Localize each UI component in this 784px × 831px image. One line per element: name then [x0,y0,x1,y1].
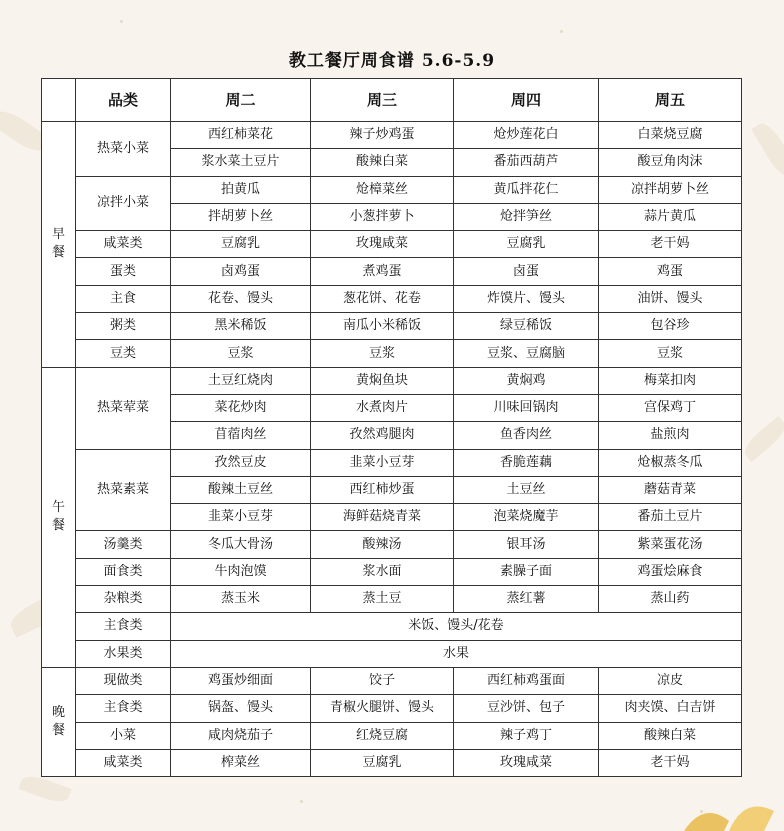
category-cell: 现做类 [76,667,171,694]
dish-cell: 酸辣白菜 [599,722,742,749]
dish-cell: 豆腐乳 [311,749,454,776]
dish-cell: 豆腐乳 [454,231,599,258]
dish-cell: 菜花炒肉 [171,394,311,421]
dish-cell: 水煮肉片 [311,394,454,421]
dish-cell: 蘑菇青菜 [599,476,742,503]
table-row [42,749,742,776]
dish-cell: 玫瑰咸菜 [311,231,454,258]
dish-cell: 炝拌笋丝 [454,203,599,230]
table-row [42,695,742,722]
dish-cell: 葱花饼、花卷 [311,285,454,312]
menu-body [42,122,742,777]
dish-cell: 酸辣汤 [311,531,454,558]
dish-cell: 豆浆 [599,340,742,367]
dish-cell: 豆浆 [171,340,311,367]
dish-cell: 鱼香肉丝 [454,422,599,449]
table-row [42,367,742,394]
header-category: 品类 [76,79,171,122]
dish-cell: 肉夹馍、白吉饼 [599,695,742,722]
dish-cell: 宫保鸡丁 [599,394,742,421]
gold-leaf-decoration [674,791,784,831]
category-cell: 水果类 [76,640,171,667]
dish-cell: 包谷珍 [599,313,742,340]
dish-cell: 蒸山药 [599,586,742,613]
dish-cell: 辣子鸡丁 [454,722,599,749]
page-title: 教工餐厅周食谱 5.6-5.9 [288,51,496,71]
header-day: 周五 [599,79,742,122]
dish-cell: 油饼、馒头 [599,285,742,312]
dish-cell: 红烧豆腐 [311,722,454,749]
dish-cell: 豆浆、豆腐脑 [454,340,599,367]
dish-cell: 白菜烧豆腐 [599,122,742,149]
dish-cell: 番茄西葫芦 [454,149,599,176]
dish-cell: 土豆红烧肉 [171,367,311,394]
dish-cell: 土豆丝 [454,476,599,503]
category-cell: 主食类 [76,613,171,640]
dish-cell: 酸辣白菜 [311,149,454,176]
dish-cell: 小葱拌萝卜 [311,203,454,230]
meal-name: 午餐 [51,500,65,534]
dish-cell: 炝椒蒸冬瓜 [599,449,742,476]
table-row [42,449,742,476]
dish-cell: 鸡蛋烩麻食 [599,558,742,585]
header-day: 周二 [171,79,311,122]
dish-cell: 酸豆角肉沫 [599,149,742,176]
dish-cell: 紫菜蛋花汤 [599,531,742,558]
table-row [42,122,742,149]
dish-cell: 豆沙饼、包子 [454,695,599,722]
category-cell: 面食类 [76,558,171,585]
meal-label [42,367,76,667]
dish-cell: 银耳汤 [454,531,599,558]
table-row [42,667,742,694]
table-row [42,613,742,640]
dish-cell: 川味回锅肉 [454,394,599,421]
dish-cell: 番茄土豆片 [599,504,742,531]
category-cell: 杂粮类 [76,586,171,613]
table-row [42,586,742,613]
dish-cell-merged: 水果 [171,640,742,667]
dish-cell: 冬瓜大骨汤 [171,531,311,558]
weekly-menu-table [41,78,742,777]
dish-cell: 孜然鸡腿肉 [311,422,454,449]
dish-cell: 青椒火腿饼、馒头 [311,695,454,722]
dish-cell: 凉皮 [599,667,742,694]
dish-cell-merged: 米饭、馒头/花卷 [171,613,742,640]
category-cell: 主食类 [76,695,171,722]
category-cell: 咸菜类 [76,231,171,258]
dish-cell: 蒸玉米 [171,586,311,613]
dish-cell: 浆水面 [311,558,454,585]
header-day: 周四 [454,79,599,122]
table-row [42,285,742,312]
dish-cell: 锅盔、馒头 [171,695,311,722]
table-row [42,558,742,585]
dish-cell: 黄瓜拌花仁 [454,176,599,203]
dish-cell: 豆腐乳 [171,231,311,258]
dish-cell: 海鲜菇烧青菜 [311,504,454,531]
dish-cell: 鸡蛋 [599,258,742,285]
category-cell: 粥类 [76,313,171,340]
table-row [42,258,742,285]
dish-cell: 老干妈 [599,231,742,258]
dish-cell: 素臊子面 [454,558,599,585]
dish-cell: 卤蛋 [454,258,599,285]
dish-cell: 玫瑰咸菜 [454,749,599,776]
category-cell: 小菜 [76,722,171,749]
category-cell: 热菜小菜 [76,122,171,177]
dish-cell: 拌胡萝卜丝 [171,203,311,230]
category-cell: 热菜素菜 [76,449,171,531]
dish-cell: 盐煎肉 [599,422,742,449]
category-cell: 热菜荤菜 [76,367,171,449]
dish-cell: 南瓜小米稀饭 [311,313,454,340]
dish-cell: 饺子 [311,667,454,694]
dish-cell: 花卷、馒头 [171,285,311,312]
dish-cell: 黄焖鱼块 [311,367,454,394]
dish-cell: 炸馍片、馒头 [454,285,599,312]
dish-cell: 卤鸡蛋 [171,258,311,285]
category-cell: 凉拌小菜 [76,176,171,231]
dish-cell: 绿豆稀饭 [454,313,599,340]
header-corner [42,79,76,122]
table-row [42,722,742,749]
dish-cell: 西红柿鸡蛋面 [454,667,599,694]
dish-cell: 西红柿炒蛋 [311,476,454,503]
dish-cell: 拍黄瓜 [171,176,311,203]
dish-cell: 西红柿菜花 [171,122,311,149]
dish-cell: 苜蓿肉丝 [171,422,311,449]
dish-cell: 鸡蛋炒细面 [171,667,311,694]
category-cell: 豆类 [76,340,171,367]
meal-name: 早餐 [51,227,65,261]
dish-cell: 孜然豆皮 [171,449,311,476]
dish-cell: 韭菜小豆芽 [311,449,454,476]
dish-cell: 韭菜小豆芽 [171,504,311,531]
dish-cell: 炝炒莲花白 [454,122,599,149]
dish-cell: 凉拌胡萝卜丝 [599,176,742,203]
table-row [42,640,742,667]
dish-cell: 榨菜丝 [171,749,311,776]
table-row [42,340,742,367]
meal-label [42,122,76,368]
category-cell: 主食 [76,285,171,312]
dish-cell: 泡菜烧魔芋 [454,504,599,531]
dish-cell: 梅菜扣肉 [599,367,742,394]
dish-cell: 蒸红薯 [454,586,599,613]
category-cell: 汤羹类 [76,531,171,558]
header-row [42,79,742,122]
dish-cell: 浆水菜土豆片 [171,149,311,176]
category-cell: 蛋类 [76,258,171,285]
dish-cell: 豆浆 [311,340,454,367]
dish-cell: 炝樟菜丝 [311,176,454,203]
category-cell: 咸菜类 [76,749,171,776]
dish-cell: 黄焖鸡 [454,367,599,394]
meal-name: 晚餐 [51,705,65,739]
dish-cell: 酸辣土豆丝 [171,476,311,503]
table-row [42,313,742,340]
meal-label [42,667,76,776]
dish-cell: 老干妈 [599,749,742,776]
dish-cell: 蒸土豆 [311,586,454,613]
dish-cell: 蒜片黄瓜 [599,203,742,230]
dish-cell: 牛肉泡馍 [171,558,311,585]
table-row [42,531,742,558]
header-day: 周三 [311,79,454,122]
dish-cell: 黑米稀饭 [171,313,311,340]
table-row [42,231,742,258]
dish-cell: 辣子炒鸡蛋 [311,122,454,149]
dish-cell: 咸肉烧茄子 [171,722,311,749]
table-row [42,176,742,203]
dish-cell: 煮鸡蛋 [311,258,454,285]
dish-cell: 香脆莲藕 [454,449,599,476]
